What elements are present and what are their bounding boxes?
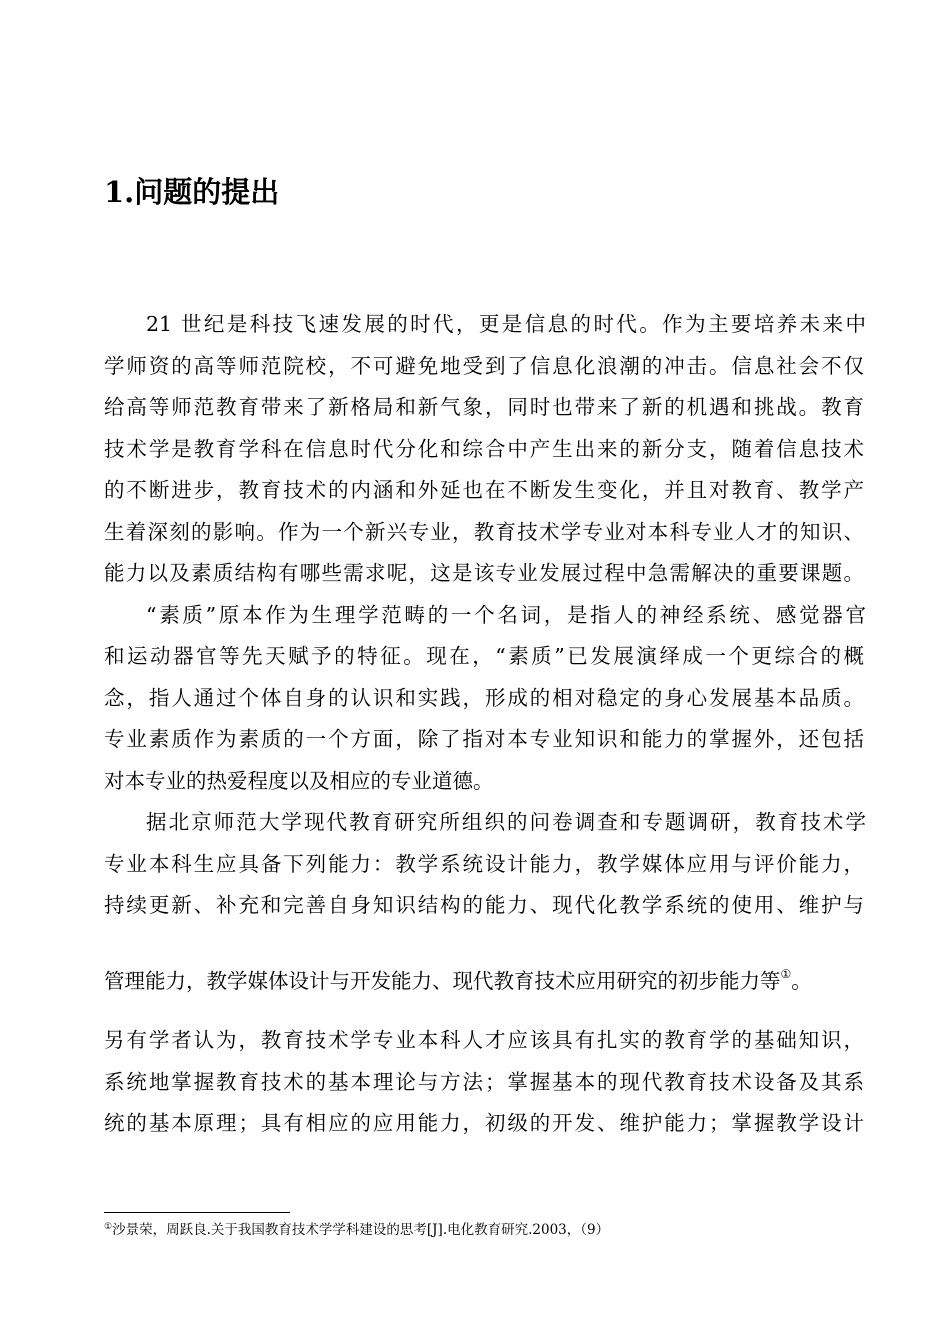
paragraph-line: 和运动器官等先天赋予的特征。现在，“素质”已发展演绎成一个更综合的概 [104,644,864,668]
paragraph-line: 据北京师范大学现代教育研究所组织的问卷调查和专题调研，教育技术学 [146,810,866,834]
footnote-reference[interactable]: ① [780,967,792,981]
footnote-separator [104,1212,290,1213]
paragraph-line: 系统地掌握教育技术的基本理论与方法；掌握基本的现代教育技术设备及其系 [104,1070,864,1094]
paragraph-line: “素质”原本作为生理学范畴的一个名词，是指人的神经系统、感觉器官 [146,603,866,627]
paragraph-line: 持续更新、补充和完善自身知识结构的能力、现代化教学系统的使用、维护与 [104,893,864,917]
paragraph-line: 的不断进步，教育技术的内涵和外延也在不断发生变化，并且对教育、教学产 [104,478,864,502]
line-end-punct: 。 [791,969,812,993]
section-heading: 1.问题的提出 [104,175,280,209]
paragraph-line: 技术学是教育学科在信息时代分化和综合中产生出来的新分支，随着信息技术 [104,437,864,461]
paragraph-line: 21 世纪是科技飞速发展的时代，更是信息的时代。作为主要培养未来中 [146,312,866,336]
paragraph-line: 对本专业的热爱程度以及相应的专业道德。 [104,769,494,793]
paragraph-line: 学师资的高等师范院校，不可避免地受到了信息化浪潮的冲击。信息社会不仅 [104,354,864,378]
paragraph-line: 统的基本原理；具有相应的应用能力，初级的开发、维护能力；掌握教学设计 [104,1111,864,1135]
paragraph-line: 念，指人通过个体自身的认识和实践，形成的相对稳定的身心发展基本品质。 [104,686,864,710]
paragraph-line: 专业本科生应具备下列能力：教学系统设计能力，教学媒体应用与评价能力， [104,852,864,876]
paragraph-line: 另有学者认为，教育技术学专业本科人才应该具有扎实的教育学的基础知识， [104,1028,864,1052]
paragraph-line: 能力以及素质结构有哪些需求呢，这是该专业发展过程中急需解决的重要课题。 [104,561,864,585]
footnote-text: 沙景荣，周跃良.关于我国教育技术学学科建设的思考[J].电化教育研究.2003，（9） [112,1222,610,1238]
paragraph-line-with-ref [104,966,864,996]
paragraph-line: 管理能力，教学媒体设计与开发能力、现代教育技术应用研究的初步能力等 [104,969,781,993]
footnote [104,1220,609,1240]
paragraph-line: 生着深刻的影响。作为一个新兴专业，教育技术学专业对本科专业人才的知识、 [104,520,864,544]
footnote-mark: ① [104,1222,113,1232]
paragraph-line: 专业素质作为素质的一个方面，除了指对本专业知识和能力的掌握外，还包括 [104,727,864,751]
paragraph-line: 给高等师范教育带来了新格局和新气象，同时也带来了新的机遇和挑战。教育 [104,395,864,419]
